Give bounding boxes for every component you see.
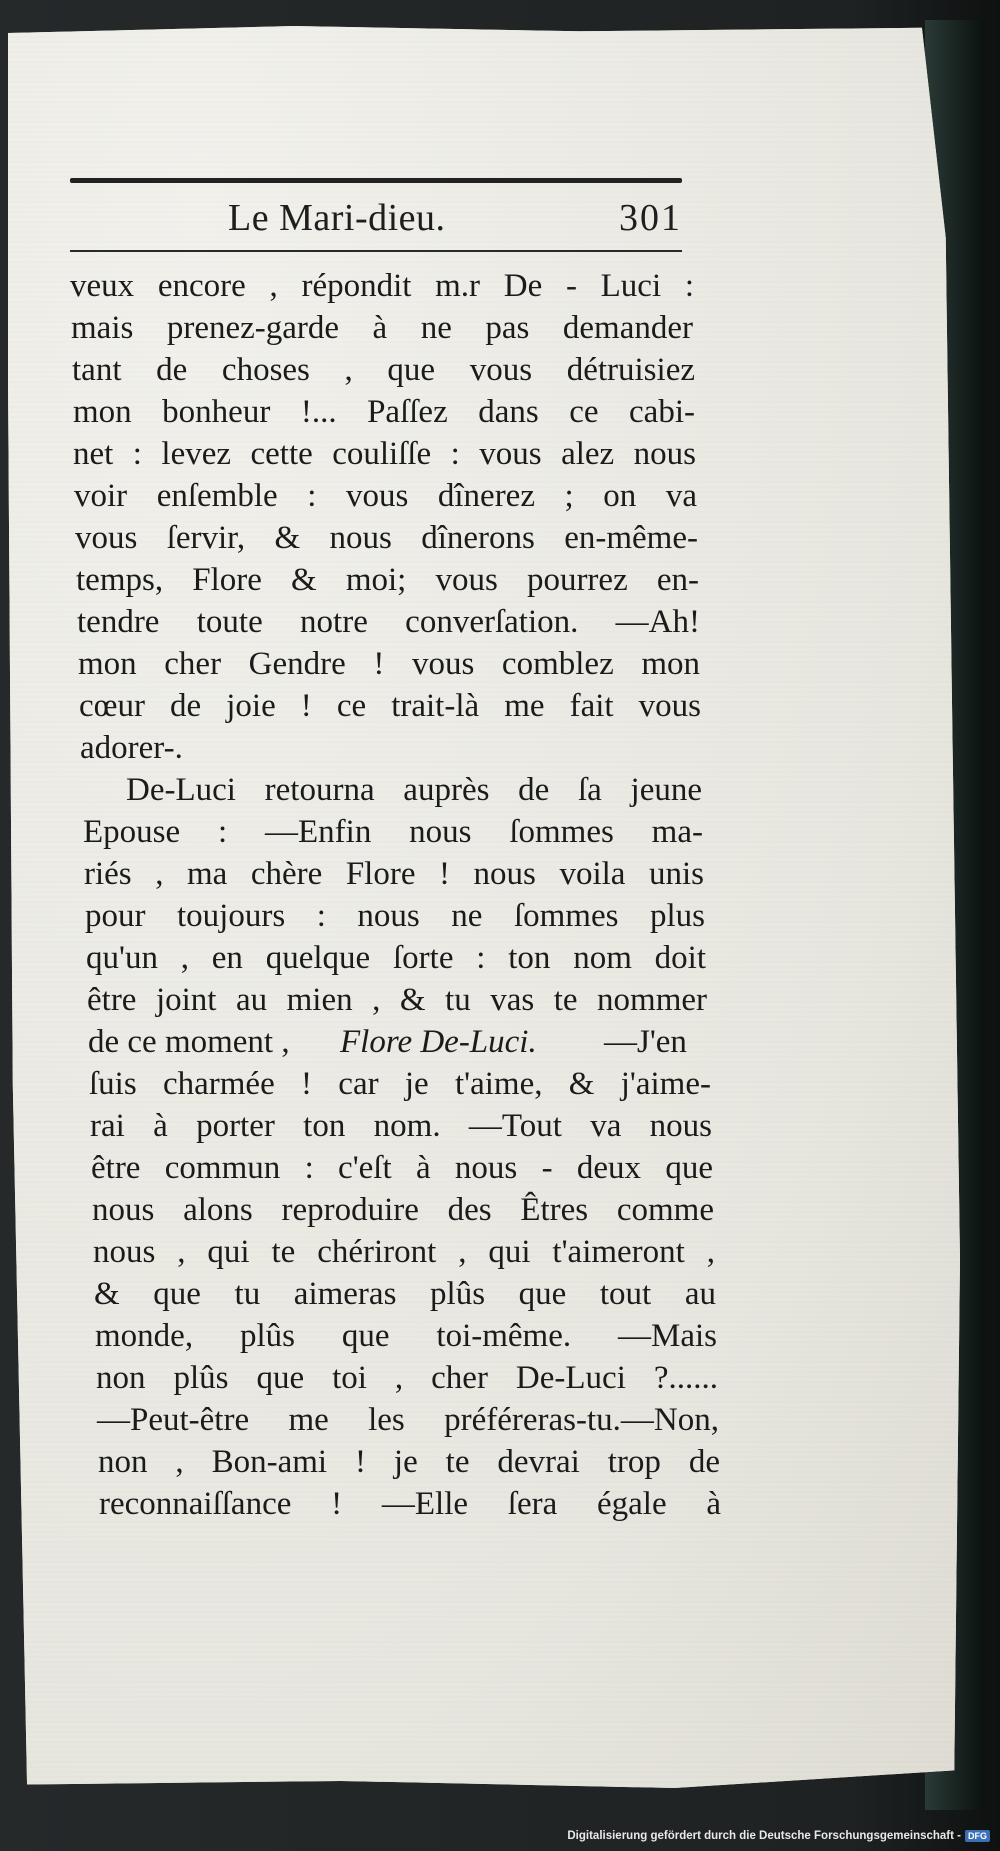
text-line: adorer-. — [80, 730, 183, 766]
running-title: Le Mari-dieu. — [228, 197, 446, 239]
text-line: pour toujours : nous ne ſommes plus — [85, 898, 705, 934]
text-line: tant de choses , que vous détruisiez — [72, 352, 695, 388]
text-line: qu'un , en quelque ſorte : ton nom doit — [86, 940, 706, 976]
text-line: monde, plûs que toi-même. —Mais — [95, 1318, 717, 1354]
text-line: temps, Flore & moi; vous pourrez en- — [76, 562, 699, 598]
text-line: & que tu aimeras plûs que tout au — [94, 1276, 716, 1312]
credit-text: Digitalisierung gefördert durch die Deutsche Forschungsgemeinschaft - — [567, 1830, 961, 1842]
dfg-logo: DFG — [965, 1830, 990, 1842]
text-line: rai à porter ton nom. —Tout va nous — [90, 1108, 712, 1144]
digitization-credit — [567, 1827, 990, 1845]
text-line: non , Bon-ami ! je te devrai trop de — [98, 1444, 720, 1480]
text-line: nous alons reproduire des Êtres comme — [92, 1192, 714, 1228]
text-line: reconnaiſſance ! —Elle ſera égale à — [99, 1486, 721, 1522]
text-line: voir enſemble : vous dînerez ; on va — [74, 478, 697, 514]
text-line: mon cher Gendre ! vous comblez mon — [78, 646, 700, 682]
text-line: tendre toute notre converſation. —Ah! — [77, 604, 700, 640]
text-line: non plûs que toi , cher De-Luci ?...... — [96, 1360, 718, 1396]
text-line: être commun : c'eſt à nous - deux que — [91, 1150, 713, 1186]
text-line: net : levez cette couliſſe : vous alez nous — [73, 436, 696, 472]
text-line-end: —J'en — [604, 1024, 687, 1060]
page-number: 301 — [619, 197, 682, 239]
text-line: mon bonheur !... Paſſez dans ce cabi- — [73, 394, 695, 430]
text-line: —Peut-être me les préféreras-tu.—Non, — [97, 1402, 719, 1438]
text-line: veux encore , répondit m.r De - Luci : — [70, 268, 694, 304]
text-line: être joint au mien , & tu vas te nommer — [87, 982, 707, 1018]
text-line: de ce moment , — [88, 1024, 290, 1060]
text-line: nous , qui te chériront , qui t'aimeront , — [93, 1234, 715, 1270]
text-line: mais prenez-garde à ne pas demander — [71, 310, 693, 346]
italic-name: Flore De-Luci. — [340, 1024, 537, 1060]
text-line: ſuis charmée ! car je t'aime, & j'aime- — [89, 1066, 711, 1102]
text-line: riés , ma chère Flore ! nous voila unis — [84, 856, 704, 892]
text-line-indent: De-Luci retourna auprès de ſa jeune — [126, 772, 702, 808]
text-line: Epouse : —Enfin nous ſommes ma- — [83, 814, 703, 850]
text-line: vous ſervir, & nous dînerons en-même- — [75, 520, 698, 556]
text-line: cœur de joie ! ce trait-là me fait vous — [79, 688, 701, 724]
